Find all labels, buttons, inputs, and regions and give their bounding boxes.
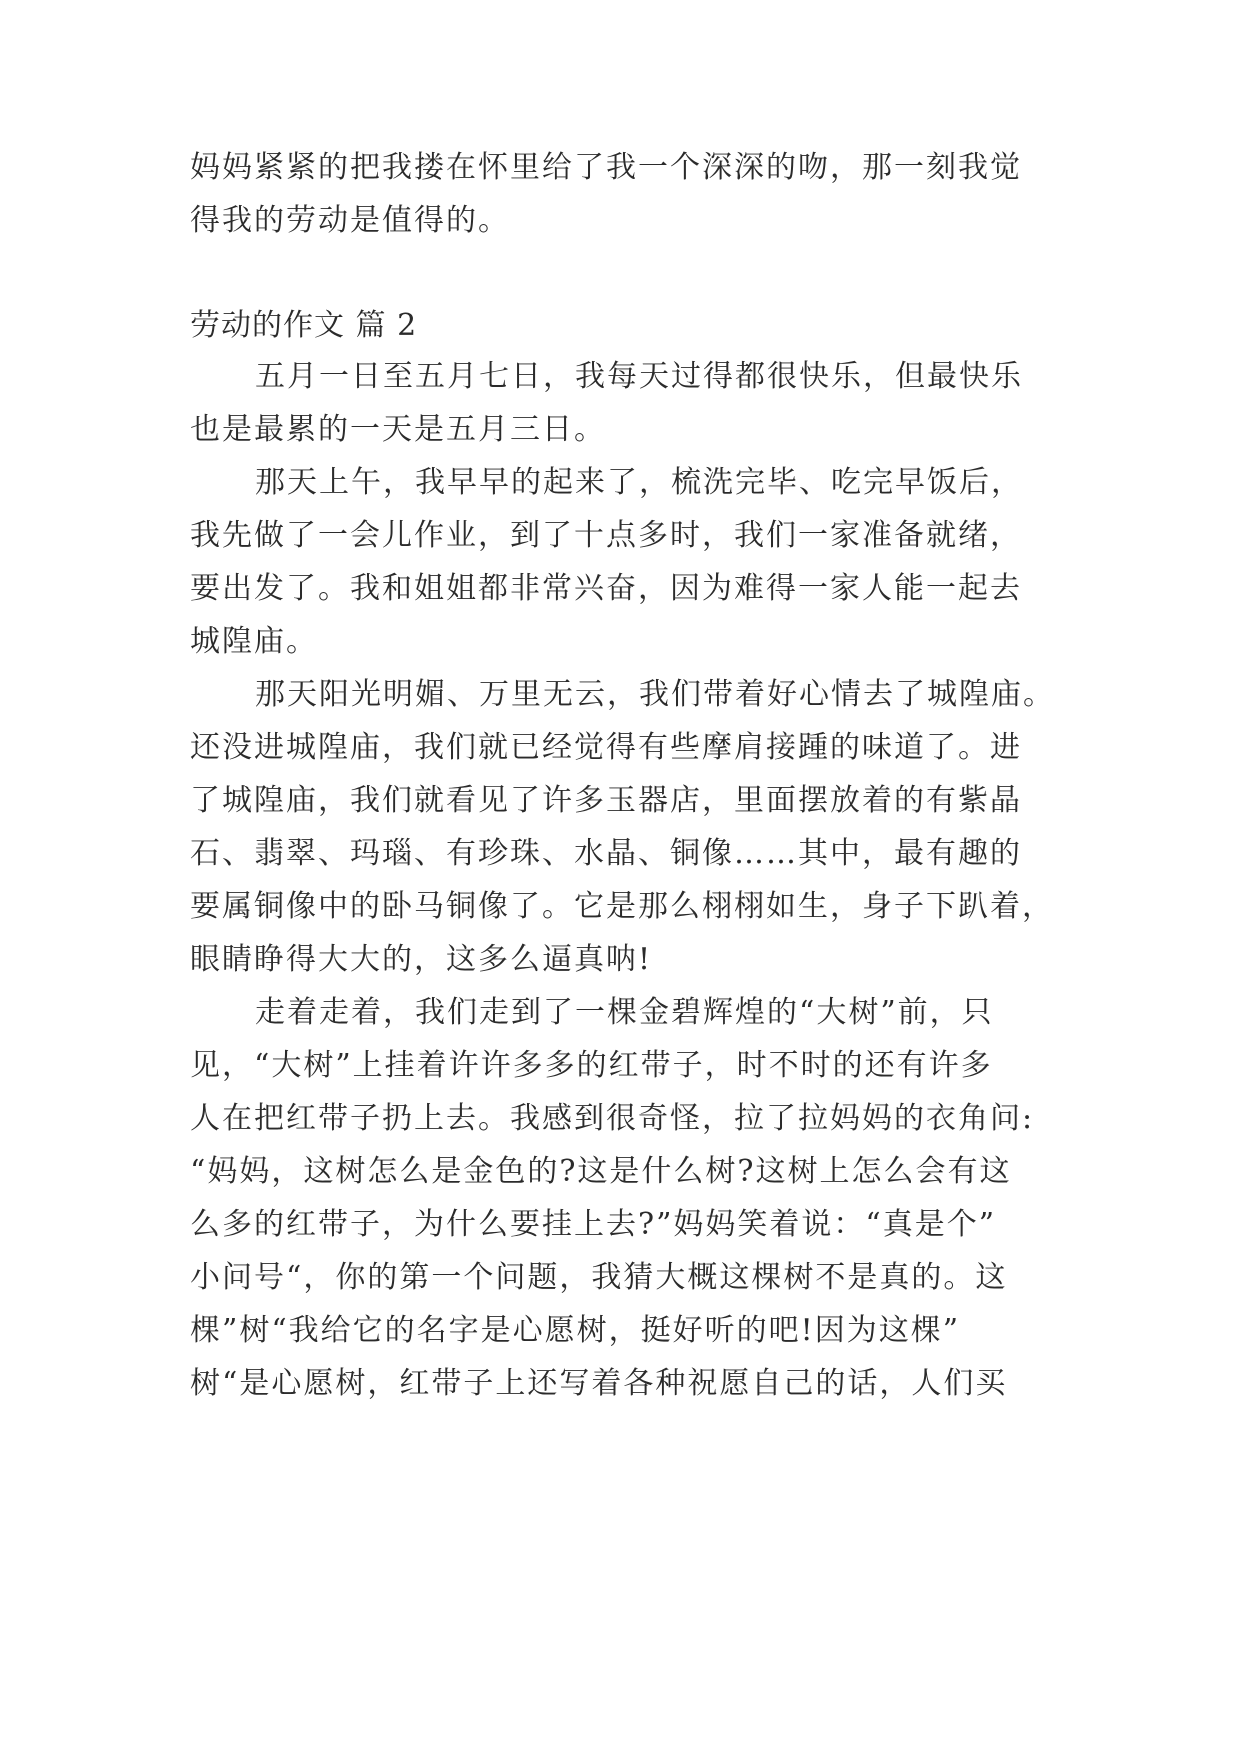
text-line: 走着走着，我们走到了一棵金碧辉煌的“大树”前，只 [255,995,994,1030]
text-line: 了城隍庙，我们就看见了许多玉器店，里面摆放着的有紫晶 [190,783,1022,818]
text-line: 妈妈紧紧的把我搂在怀里给了我一个深深的吻，那一刻我觉 [190,150,1022,185]
text-line: 也是最累的一天是五月三日。 [190,412,606,447]
text-line: 么多的红带子，为什么要挂上去?”妈妈笑着说：“真是个” [190,1207,997,1242]
text-line: 要出发了。我和姐姐都非常兴奋，因为难得一家人能一起去 [190,571,1022,606]
text-line: 五月一日至五月七日，我每天过得都很快乐，但最快乐 [255,359,1023,394]
section-heading: 劳动的作文 篇 2 [190,308,418,343]
text-line: 城隍庙。 [190,624,318,659]
text-line: 那天上午，我早早的起来了，梳洗完毕、吃完早饭后， [255,465,1023,500]
text-line: 我先做了一会儿作业，到了十点多时，我们一家准备就绪， [190,518,1022,553]
text-line: 见，“大树”上挂着许许多多的红带子，时不时的还有许多 [190,1048,993,1083]
text-line: 还没进城隍庙，我们就已经觉得有些摩肩接踵的味道了。进 [190,730,1022,765]
text-line: 眼睛睁得大大的，这多么逼真呐! [190,942,653,977]
text-line: 得我的劳动是值得的。 [190,203,510,238]
text-line: 棵”树“我给它的名字是心愿树，挺好听的吧!因为这棵” [190,1313,961,1348]
text-line: 小问号“，你的第一个问题，我猜大概这棵树不是真的。这 [190,1260,1008,1295]
text-line: 石、翡翠、玛瑙、有珍珠、水晶、铜像……其中，最有趣的 [190,836,1022,871]
text-line: 人在把红带子扔上去。我感到很奇怪，拉了拉妈妈的衣角问: [190,1101,1035,1136]
text-line: 那天阳光明媚、万里无云，我们带着好心情去了城隍庙。 [255,677,1055,712]
text-line: “妈妈，这树怎么是金色的?这是什么树?这树上怎么会有这 [190,1154,1012,1189]
text-line: 要属铜像中的卧马铜像了。它是那么栩栩如生，身子下趴着， [190,889,1054,924]
text-line: 树“是心愿树，红带子上还写着各种祝愿自己的话，人们买 [190,1366,1008,1401]
